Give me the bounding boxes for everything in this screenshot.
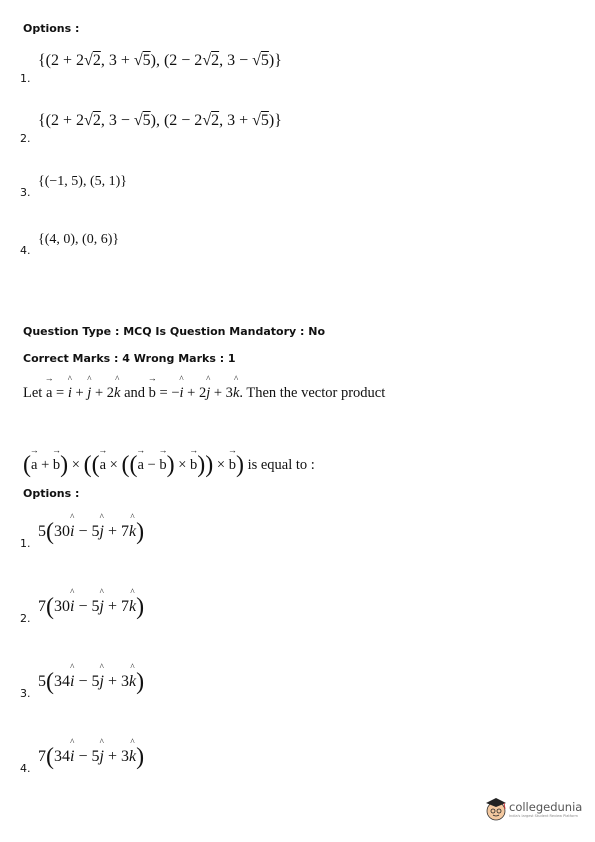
option-math: {(−1, 5), (5, 1)} (38, 174, 127, 189)
option-number: 4. (20, 762, 31, 775)
option-math: 5(30i ^ − 5j ^ + 7k ^ ) (38, 512, 145, 545)
options-heading-1: Options : (23, 22, 80, 35)
option-math: {(2 + 2√2, 3 − √5), (2 − 2√2, 3 + √5)} (38, 112, 282, 129)
option-number: 3. (20, 186, 31, 199)
option-math: 7(30i ^ − 5j ^ + 7k ^ ) (38, 587, 145, 620)
question-statement: Let a → = i ^ + j ^ + 2k ^ and b → = −i ^ + 2j ^ + 3k ^ . Then the vector product (23, 373, 386, 401)
option-number: 2. (20, 612, 31, 625)
option-number: 1. (20, 537, 31, 550)
marks-line: Correct Marks : 4 Wrong Marks : 1 (23, 352, 236, 365)
option-number: 1. (20, 72, 31, 85)
option-number: 3. (20, 687, 31, 700)
option-number: 4. (20, 244, 31, 257)
question-type-line: Question Type : MCQ Is Question Mandatory : No (23, 325, 326, 338)
option-math: 7(34i ^ − 5j ^ + 3k ^ ) (38, 737, 145, 770)
collegedunia-logo[interactable] (484, 794, 584, 824)
logo-brand: collegedunia (509, 800, 583, 814)
option-math: {(2 + 2√2, 3 + √5), (2 − 2√2, 3 − √5)} (38, 52, 282, 69)
logo-tagline: India's largest Student Review Platform (509, 814, 578, 818)
option-math: 5(34i ^ − 5j ^ + 3k ^ ) (38, 662, 145, 695)
option-number: 2. (20, 132, 31, 145)
options-heading-2: Options : (23, 487, 80, 500)
option-math: {(4, 0), (0, 6)} (38, 232, 120, 247)
vector-expression: (a → + b → ) × ((a → × ((a → − b → ) × b → )) × b → ) is equal to : (23, 445, 315, 478)
